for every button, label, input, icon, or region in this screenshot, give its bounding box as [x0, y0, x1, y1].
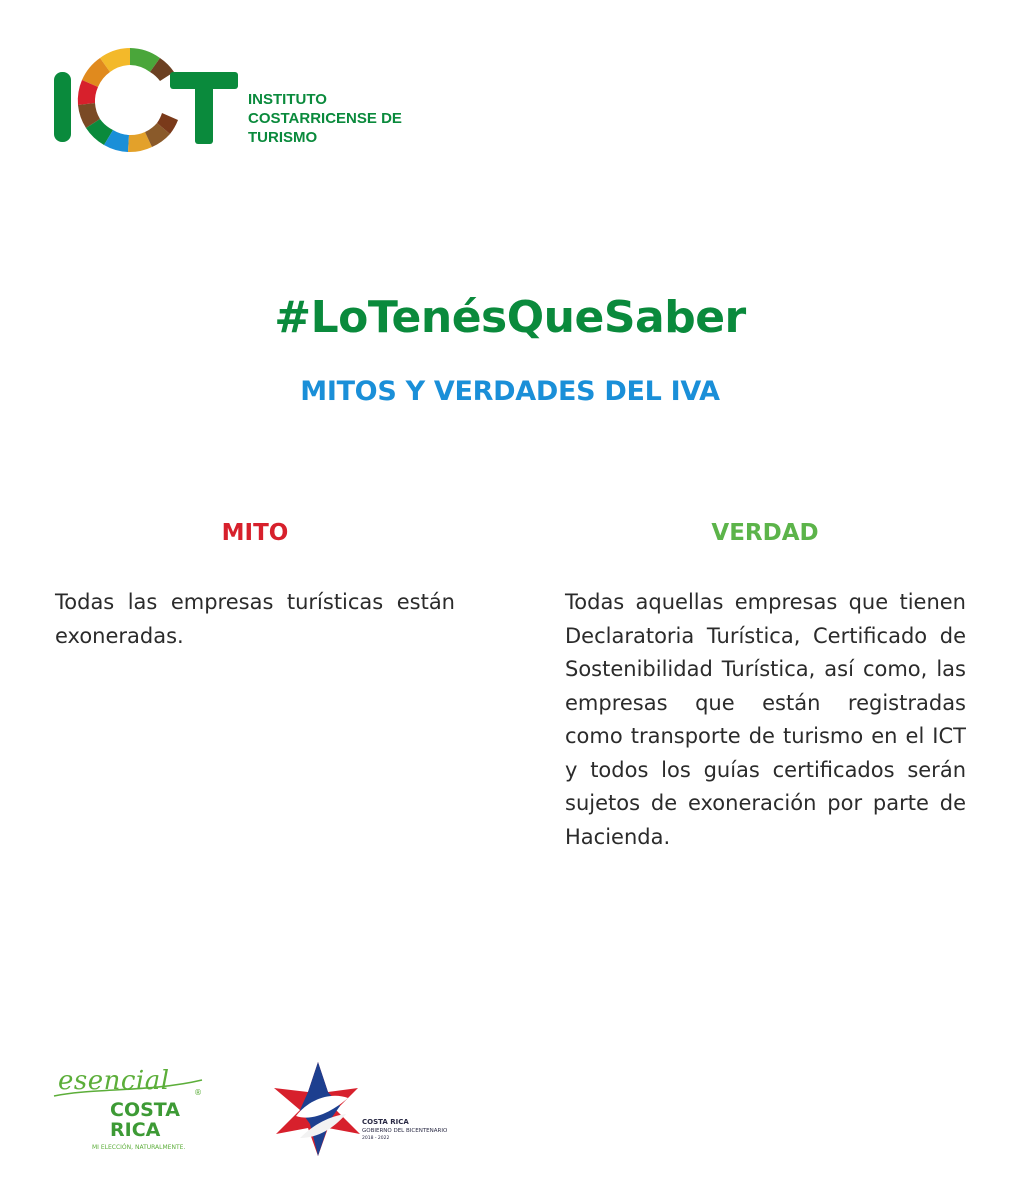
esencial-costa-rica-text [110, 1100, 180, 1140]
gobierno-line-2: GOBIERNO DEL BICENTENARIO [362, 1128, 448, 1134]
institution-line-1: INSTITUTO [248, 91, 327, 108]
subtitle: MITOS Y VERDADES DEL IVA [300, 376, 720, 407]
star-emblem-icon [270, 1058, 365, 1158]
esencial-costa-rica-logo [52, 1066, 212, 1156]
institution-line-2: COSTARRICENSE DE [248, 110, 402, 127]
gobierno-line-3: 2018 - 2022 [362, 1136, 390, 1141]
verdad-heading: VERDAD [711, 520, 819, 546]
esencial-rica: RICA [110, 1119, 161, 1141]
ict-logo [52, 44, 412, 154]
institution-name [248, 90, 402, 147]
ict-logo-mark [52, 44, 242, 154]
esencial-script-text: esencial [58, 1066, 170, 1096]
gobierno-text [362, 1118, 447, 1142]
registered-mark: ® [194, 1088, 202, 1097]
esencial-tagline: MI ELECCIÓN, NATURALMENTE. [92, 1144, 186, 1151]
esencial-costa: COSTA [110, 1099, 180, 1121]
hashtag-title: #LoTenésQueSaber [274, 292, 746, 343]
mito-text: Todas las empresas turísticas están exoneradas. [55, 590, 455, 648]
mito-heading: MITO [221, 520, 289, 546]
institution-line-3: TURISMO [248, 129, 318, 146]
gobierno-line-1: COSTA RICA [362, 1118, 409, 1126]
gobierno-bicentenario-logo [270, 1058, 470, 1158]
verdad-text: Todas aquellas empresas que tienen Declaratoria Turística, Certificado de Sostenibilidad Turística, así como, las empresas que están registradas como transporte de turismo en el ICT y todos los guías certificados serán sujetos de exoneración por parte de Hacienda. [565, 590, 966, 849]
